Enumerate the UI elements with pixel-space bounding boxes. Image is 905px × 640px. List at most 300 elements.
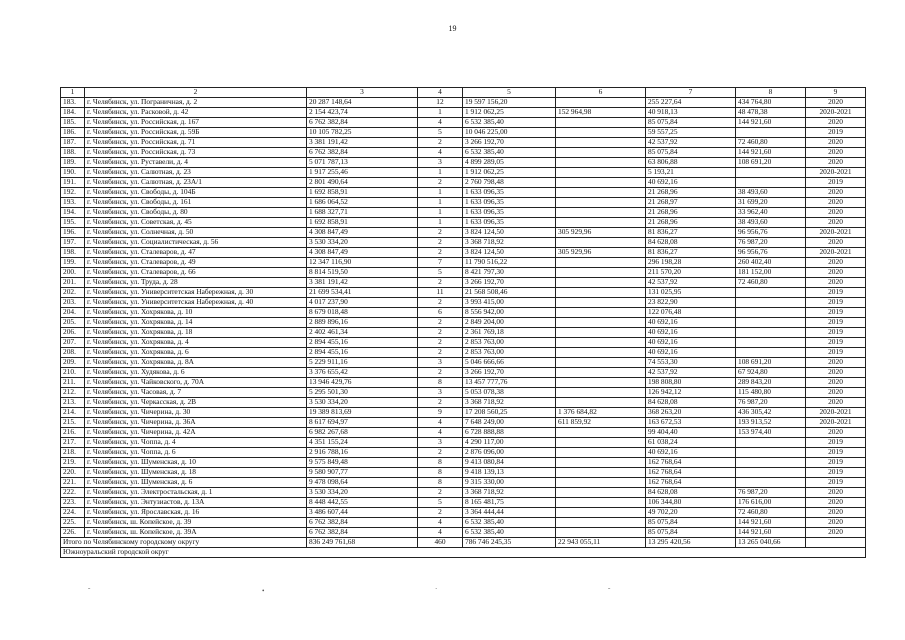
year-cell: 2019: [806, 298, 866, 308]
other-cost-cell: [736, 478, 806, 488]
count-cell: 2: [418, 248, 463, 258]
count-cell: 2: [418, 238, 463, 248]
row-number: 201.: [61, 278, 85, 288]
column-header-7: 7: [646, 88, 736, 98]
works-cost-cell: 4 290 117,00: [463, 438, 556, 448]
row-number: 210.: [61, 368, 85, 378]
total-cost-cell: 9 575 849,48: [307, 458, 418, 468]
year-cell: 2020-2021: [806, 248, 866, 258]
services-cost-cell: 85 075,84: [646, 518, 736, 528]
works-cost-cell: 2 849 204,00: [463, 318, 556, 328]
total-cost-cell: 1 917 255,46: [307, 168, 418, 178]
table-row: [61, 408, 866, 418]
address-cell: г. Челябинск, ш. Копейское, д. 39: [85, 518, 307, 528]
table-row: [61, 348, 866, 358]
other-cost-cell: 76 987,20: [736, 488, 806, 498]
year-cell: 2020: [806, 138, 866, 148]
extra-cost-cell: [556, 498, 646, 508]
other-cost-cell: [736, 318, 806, 328]
other-cost-cell: 193 913,52: [736, 418, 806, 428]
address-cell: г. Челябинск, ул. Шуменская, д. 10: [85, 458, 307, 468]
total-cost-cell: 2 889 896,16: [307, 318, 418, 328]
services-cost-cell: 40 692,16: [646, 178, 736, 188]
count-cell: 2: [418, 488, 463, 498]
address-cell: г. Челябинск, ул. Российская, д. 73: [85, 148, 307, 158]
table-row: [61, 168, 866, 178]
other-cost-cell: 38 493,60: [736, 218, 806, 228]
services-cost-cell: 40 692,16: [646, 338, 736, 348]
address-cell: г. Челябинск, ул. Солнечная, д. 50: [85, 228, 307, 238]
works-cost-cell: 1 633 096,35: [463, 218, 556, 228]
year-cell: 2020: [806, 498, 866, 508]
row-number: 202.: [61, 288, 85, 298]
works-cost-cell: 5 053 078,38: [463, 388, 556, 398]
register-table: [60, 87, 866, 558]
total-cost-cell: 2 154 423,74: [307, 108, 418, 118]
total-cost-cell: 4 308 847,49: [307, 228, 418, 238]
year-cell: 2020-2021: [806, 408, 866, 418]
services-cost-cell: 122 076,48: [646, 308, 736, 318]
works-cost-cell: 19 597 156,20: [463, 98, 556, 108]
other-cost-cell: 434 764,80: [736, 98, 806, 108]
services-cost-cell: 59 557,25: [646, 128, 736, 138]
count-cell: 1: [418, 198, 463, 208]
extra-cost-cell: [556, 368, 646, 378]
services-cost-cell: 85 075,84: [646, 118, 736, 128]
services-cost-cell: 23 822,90: [646, 298, 736, 308]
extra-cost-cell: [556, 448, 646, 458]
row-number: 207.: [61, 338, 85, 348]
count-cell: 2: [418, 228, 463, 238]
services-cost-cell: 162 768,64: [646, 468, 736, 478]
services-cost-cell: 40 692,16: [646, 448, 736, 458]
count-cell: 1: [418, 208, 463, 218]
row-number: 212.: [61, 388, 85, 398]
works-cost-cell: 13 457 777,76: [463, 378, 556, 388]
total-cost-cell: 3 530 334,20: [307, 398, 418, 408]
count-cell: 6: [418, 308, 463, 318]
total-label: Итого по Челябинскому городскому округу: [61, 538, 307, 548]
count-cell: 2: [418, 448, 463, 458]
year-cell: 2020: [806, 268, 866, 278]
count-cell: 5: [418, 128, 463, 138]
address-cell: г. Челябинск, ул. Свободы, д. 80: [85, 208, 307, 218]
count-cell: 2: [418, 328, 463, 338]
year-cell: 2019: [806, 458, 866, 468]
works-cost-cell: 3 266 192,70: [463, 278, 556, 288]
other-cost-cell: [736, 438, 806, 448]
other-cost-cell: 176 616,00: [736, 498, 806, 508]
services-cost-cell: 21 268,96: [646, 188, 736, 198]
row-number: 187.: [61, 138, 85, 148]
year-cell: 2020: [806, 398, 866, 408]
extra-cost-cell: 305 929,96: [556, 248, 646, 258]
works-cost-cell: 17 208 560,25: [463, 408, 556, 418]
extra-cost-cell: [556, 338, 646, 348]
table-row: [61, 278, 866, 288]
services-cost-cell: 368 263,20: [646, 408, 736, 418]
other-cost-cell: 96 956,76: [736, 228, 806, 238]
works-cost-cell: 9 418 139,13: [463, 468, 556, 478]
table-row: [61, 488, 866, 498]
services-cost-cell: 163 672,53: [646, 418, 736, 428]
year-cell: 2020-2021: [806, 168, 866, 178]
year-cell: 2020: [806, 278, 866, 288]
other-cost-cell: 48 478,38: [736, 108, 806, 118]
extra-cost-cell: [556, 378, 646, 388]
extra-cost-cell: [556, 328, 646, 338]
services-cost-cell: 21 268,96: [646, 208, 736, 218]
total-extra-cost-cell: 22 943 055,11: [556, 538, 646, 548]
address-cell: г. Челябинск, ул. Свободы, д. 104Б: [85, 188, 307, 198]
other-cost-cell: 289 843,20: [736, 378, 806, 388]
extra-cost-cell: [556, 138, 646, 148]
table-row: [61, 428, 866, 438]
other-cost-cell: 144 921,60: [736, 518, 806, 528]
year-cell: 2019: [806, 468, 866, 478]
year-cell: 2020: [806, 208, 866, 218]
table-row: [61, 328, 866, 338]
total-services-cost-cell: 13 295 420,56: [646, 538, 736, 548]
services-cost-cell: 40 692,16: [646, 328, 736, 338]
row-number: 218.: [61, 448, 85, 458]
table-row: [61, 118, 866, 128]
services-cost-cell: 81 836,27: [646, 228, 736, 238]
row-number: 185.: [61, 118, 85, 128]
year-cell: 2020-2021: [806, 228, 866, 238]
table-row: [61, 108, 866, 118]
works-cost-cell: 3 368 718,92: [463, 398, 556, 408]
services-cost-cell: 40 692,16: [646, 318, 736, 328]
total-cost-cell: 2 402 461,34: [307, 328, 418, 338]
extra-cost-cell: [556, 398, 646, 408]
table-row: [61, 188, 866, 198]
services-cost-cell: 162 768,64: [646, 478, 736, 488]
table-row: [61, 358, 866, 368]
year-cell: 2020-2021: [806, 108, 866, 118]
table-row: [61, 218, 866, 228]
works-cost-cell: 2 853 763,00: [463, 348, 556, 358]
count-cell: 4: [418, 428, 463, 438]
row-number: 193.: [61, 198, 85, 208]
other-cost-cell: 115 480,80: [736, 388, 806, 398]
address-cell: г. Челябинск, ул. Хохрякова, д. 6: [85, 348, 307, 358]
year-cell: 2020: [806, 158, 866, 168]
address-cell: г. Челябинск, ул. Чичерина, д. 30: [85, 408, 307, 418]
year-cell: 2019: [806, 318, 866, 328]
row-number: 198.: [61, 248, 85, 258]
works-cost-cell: 2 876 096,00: [463, 448, 556, 458]
table-row: [61, 338, 866, 348]
total-cost-cell: 3 486 607,44: [307, 508, 418, 518]
services-cost-cell: 131 025,95: [646, 288, 736, 298]
count-cell: 1: [418, 168, 463, 178]
year-cell: 2019: [806, 128, 866, 138]
other-cost-cell: 108 691,20: [736, 158, 806, 168]
works-cost-cell: 6 532 385,40: [463, 528, 556, 538]
region-heading-row: [61, 548, 866, 558]
extra-cost-cell: [556, 458, 646, 468]
row-number: 221.: [61, 478, 85, 488]
works-cost-cell: 3 368 718,92: [463, 488, 556, 498]
total-cost-cell: 21 699 534,41: [307, 288, 418, 298]
works-cost-cell: 3 266 192,70: [463, 368, 556, 378]
column-header-9: 9: [806, 88, 866, 98]
row-number: 205.: [61, 318, 85, 328]
year-cell: 2019: [806, 308, 866, 318]
count-cell: 2: [418, 508, 463, 518]
other-cost-cell: [736, 128, 806, 138]
total-cost-cell: 3 376 655,42: [307, 368, 418, 378]
other-cost-cell: 72 460,80: [736, 278, 806, 288]
row-number: 184.: [61, 108, 85, 118]
table-row: [61, 258, 866, 268]
total-cost-cell: 3 530 334,20: [307, 488, 418, 498]
address-cell: г. Челябинск, ул. Ярославская, д. 16: [85, 508, 307, 518]
services-cost-cell: 42 537,92: [646, 138, 736, 148]
table-row: [61, 378, 866, 388]
works-cost-cell: 4 899 289,05: [463, 158, 556, 168]
address-cell: г. Челябинск, ул. Социалистическая, д. 56: [85, 238, 307, 248]
other-cost-cell: [736, 338, 806, 348]
address-cell: г. Челябинск, ул. Сталеваров, д. 66: [85, 268, 307, 278]
extra-cost-cell: 1 376 684,82: [556, 408, 646, 418]
column-header-6: 6: [556, 88, 646, 98]
table-row: [61, 208, 866, 218]
count-cell: 2: [418, 338, 463, 348]
address-cell: г. Челябинск, ул. Пограничная, д. 2: [85, 98, 307, 108]
extra-cost-cell: [556, 518, 646, 528]
count-cell: 1: [418, 188, 463, 198]
works-cost-cell: 2 760 798,48: [463, 178, 556, 188]
other-cost-cell: 31 699,20: [736, 198, 806, 208]
count-cell: 2: [418, 178, 463, 188]
total-cost-cell: 1 686 064,52: [307, 198, 418, 208]
table-row: [61, 248, 866, 258]
table-row: [61, 458, 866, 468]
extra-cost-cell: [556, 358, 646, 368]
year-cell: 2020: [806, 368, 866, 378]
table-row: [61, 398, 866, 408]
year-cell: 2020: [806, 518, 866, 528]
extra-cost-cell: 305 929,96: [556, 228, 646, 238]
address-cell: г. Челябинск, ул. Чоппа, д. 6: [85, 448, 307, 458]
row-number: 199.: [61, 258, 85, 268]
services-cost-cell: 126 942,12: [646, 388, 736, 398]
row-number: 208.: [61, 348, 85, 358]
works-cost-cell: 3 993 415,00: [463, 298, 556, 308]
table-row: [61, 158, 866, 168]
column-header-8: 8: [736, 88, 806, 98]
row-number: 222.: [61, 488, 85, 498]
services-cost-cell: 81 836,27: [646, 248, 736, 258]
works-cost-cell: 3 824 124,50: [463, 228, 556, 238]
row-number: 191.: [61, 178, 85, 188]
works-cost-cell: 11 790 516,22: [463, 258, 556, 268]
year-cell: 2020: [806, 378, 866, 388]
scan-mark: ˇ: [88, 587, 91, 595]
count-cell: 3: [418, 358, 463, 368]
services-cost-cell: 85 075,84: [646, 528, 736, 538]
row-number: 216.: [61, 428, 85, 438]
works-cost-cell: 7 648 249,00: [463, 418, 556, 428]
total-cost-cell: 8 617 694,97: [307, 418, 418, 428]
table-row: [61, 178, 866, 188]
footer-marks: [0, 587, 905, 595]
table-row: [61, 298, 866, 308]
works-cost-cell: 6 728 888,88: [463, 428, 556, 438]
total-cost-cell: 4 351 155,24: [307, 438, 418, 448]
count-cell: 3: [418, 438, 463, 448]
extra-cost-cell: [556, 438, 646, 448]
address-cell: г. Челябинск, ул. Хохрякова, д. 4: [85, 338, 307, 348]
table-row: [61, 268, 866, 278]
total-cost-cell: 6 762 382,84: [307, 528, 418, 538]
extra-cost-cell: [556, 118, 646, 128]
address-cell: г. Челябинск, ул. Сталеваров, д. 49: [85, 258, 307, 268]
year-cell: 2020: [806, 528, 866, 538]
count-cell: 2: [418, 318, 463, 328]
services-cost-cell: 49 702,20: [646, 508, 736, 518]
works-cost-cell: 1 912 062,25: [463, 108, 556, 118]
total-cost-cell: 3 381 191,42: [307, 278, 418, 288]
year-cell: 2019: [806, 288, 866, 298]
services-cost-cell: 21 268,97: [646, 198, 736, 208]
extra-cost-cell: [556, 98, 646, 108]
extra-cost-cell: [556, 278, 646, 288]
row-number: 206.: [61, 328, 85, 338]
services-cost-cell: 21 268,96: [646, 218, 736, 228]
row-number: 219.: [61, 458, 85, 468]
page-number: 19: [448, 24, 457, 33]
address-cell: г. Челябинск, ш. Копейское, д. 39А: [85, 528, 307, 538]
address-cell: г. Челябинск, ул. Салютная, д. 23А/1: [85, 178, 307, 188]
other-cost-cell: 72 460,80: [736, 138, 806, 148]
works-cost-cell: 8 421 797,30: [463, 268, 556, 278]
other-cost-cell: [736, 448, 806, 458]
year-cell: 2020: [806, 148, 866, 158]
row-number: 197.: [61, 238, 85, 248]
year-cell: 2020: [806, 118, 866, 128]
row-number: 214.: [61, 408, 85, 418]
table-body: [61, 98, 866, 558]
works-cost-cell: 3 368 718,92: [463, 238, 556, 248]
address-cell: г. Челябинск, ул. Российская, д. 59Б: [85, 128, 307, 138]
row-number: 194.: [61, 208, 85, 218]
total-cost-cell: 3 381 191,42: [307, 138, 418, 148]
table-row: [61, 308, 866, 318]
count-cell: 1: [418, 108, 463, 118]
other-cost-cell: 96 956,76: [736, 248, 806, 258]
total-year-cell: [806, 538, 866, 548]
count-cell: 8: [418, 478, 463, 488]
row-number: 224.: [61, 508, 85, 518]
row-number: 188.: [61, 148, 85, 158]
address-cell: г. Челябинск, ул. Свободы, д. 161: [85, 198, 307, 208]
address-cell: г. Челябинск, ул. Сталеваров, д. 47: [85, 248, 307, 258]
services-cost-cell: 61 038,24: [646, 438, 736, 448]
services-cost-cell: 106 344,80: [646, 498, 736, 508]
extra-cost-cell: [556, 168, 646, 178]
total-cost-cell: 1 692 858,91: [307, 188, 418, 198]
count-cell: 9: [418, 408, 463, 418]
year-cell: 2020-2021: [806, 418, 866, 428]
services-cost-cell: 296 198,28: [646, 258, 736, 268]
row-number: 203.: [61, 298, 85, 308]
address-cell: г. Челябинск, ул. Шуменская, д. 18: [85, 468, 307, 478]
row-number: 190.: [61, 168, 85, 178]
row-number: 223.: [61, 498, 85, 508]
extra-cost-cell: [556, 468, 646, 478]
row-number: 213.: [61, 398, 85, 408]
year-cell: 2020: [806, 388, 866, 398]
count-cell: 2: [418, 348, 463, 358]
count-cell: 8: [418, 458, 463, 468]
total-cost-cell: 12 347 116,90: [307, 258, 418, 268]
address-cell: г. Челябинск, ул. Хохрякова, д. 8А: [85, 358, 307, 368]
other-cost-cell: 108 691,20: [736, 358, 806, 368]
works-cost-cell: 8 556 942,00: [463, 308, 556, 318]
total-other-cost-cell: 13 265 040,66: [736, 538, 806, 548]
extra-cost-cell: [556, 478, 646, 488]
extra-cost-cell: [556, 188, 646, 198]
other-cost-cell: 67 924,80: [736, 368, 806, 378]
services-cost-cell: 5 193,21: [646, 168, 736, 178]
extra-cost-cell: 611 859,92: [556, 418, 646, 428]
year-cell: 2020: [806, 428, 866, 438]
services-cost-cell: 198 808,80: [646, 378, 736, 388]
table-row: [61, 288, 866, 298]
count-cell: 12: [418, 98, 463, 108]
extra-cost-cell: [556, 308, 646, 318]
scan-mark: •: [262, 587, 265, 595]
column-header-2: 2: [85, 88, 307, 98]
extra-cost-cell: [556, 488, 646, 498]
other-cost-cell: 144 921,60: [736, 148, 806, 158]
year-cell: 2019: [806, 338, 866, 348]
table-row: [61, 438, 866, 448]
works-cost-cell: 3 824 124,50: [463, 248, 556, 258]
address-cell: г. Челябинск, ул. Черкасская, д. 2В: [85, 398, 307, 408]
extra-cost-cell: [556, 508, 646, 518]
scan-mark: ˇ: [608, 587, 611, 595]
row-number: 189.: [61, 158, 85, 168]
extra-cost-cell: [556, 258, 646, 268]
address-cell: г. Челябинск, ул. Чичерина, д. 36А: [85, 418, 307, 428]
total-cost-cell: 8 448 442,55: [307, 498, 418, 508]
works-cost-cell: 2 361 769,18: [463, 328, 556, 338]
services-cost-cell: 255 227,64: [646, 98, 736, 108]
address-cell: г. Челябинск, ул. Университетская Набережная, д. 40: [85, 298, 307, 308]
other-cost-cell: [736, 328, 806, 338]
other-cost-cell: 38 493,60: [736, 188, 806, 198]
works-cost-cell: 10 046 225,00: [463, 128, 556, 138]
other-cost-cell: [736, 168, 806, 178]
extra-cost-cell: [556, 318, 646, 328]
address-cell: г. Челябинск, ул. Энтузиастов, д. 13А: [85, 498, 307, 508]
column-header-4: 4: [418, 88, 463, 98]
year-cell: 2020: [806, 238, 866, 248]
year-cell: 2019: [806, 478, 866, 488]
works-cost-cell: 5 046 666,66: [463, 358, 556, 368]
other-cost-cell: [736, 288, 806, 298]
year-cell: 2019: [806, 438, 866, 448]
address-cell: г. Челябинск, ул. Руставели, д. 4: [85, 158, 307, 168]
row-number: 196.: [61, 228, 85, 238]
table-row: [61, 508, 866, 518]
services-cost-cell: 40 918,13: [646, 108, 736, 118]
column-header-1: 1: [61, 88, 85, 98]
